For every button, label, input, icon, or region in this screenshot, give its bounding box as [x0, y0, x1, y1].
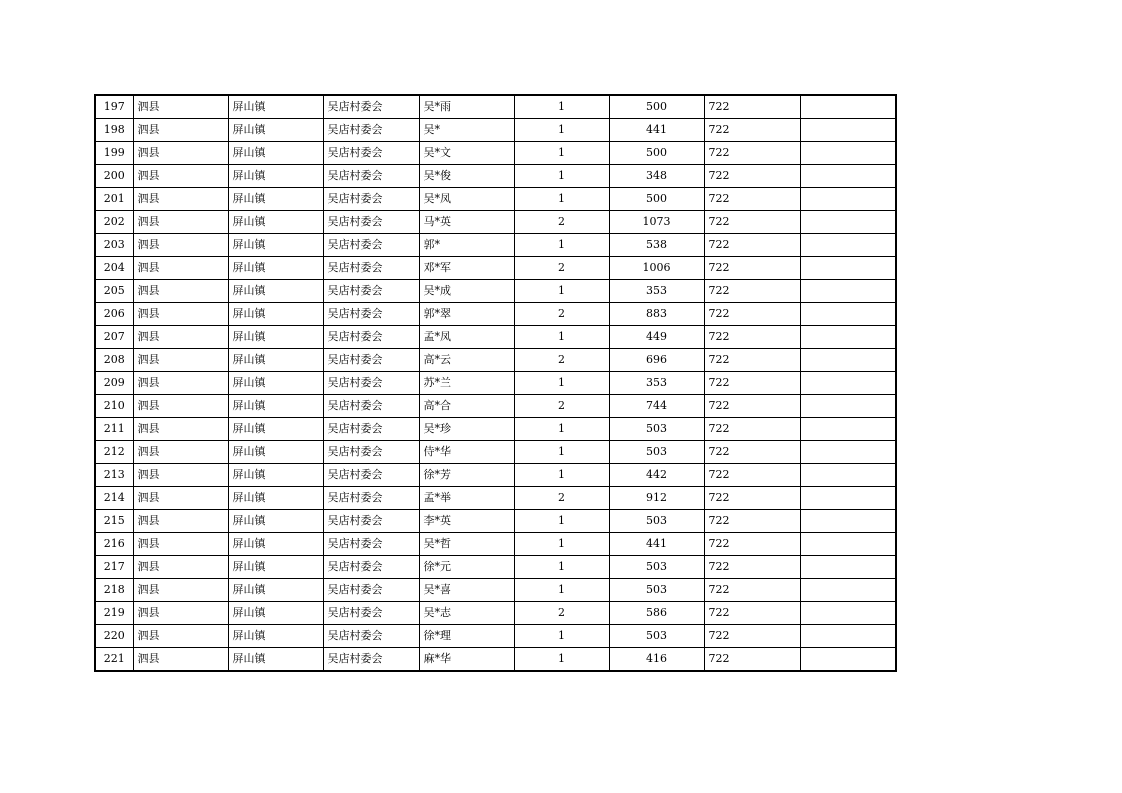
town-cell: 屏山镇 [228, 372, 323, 395]
village-cell: 吴店村委会 [323, 280, 419, 303]
county-cell: 泗县 [133, 441, 228, 464]
amount-cell: 744 [609, 395, 704, 418]
amount-cell: 353 [609, 372, 704, 395]
village-cell: 吴店村委会 [323, 579, 419, 602]
name-cell: 徐*芳 [419, 464, 514, 487]
row-number: 220 [95, 625, 133, 648]
amount-cell: 416 [609, 648, 704, 672]
row-number: 219 [95, 602, 133, 625]
village-cell: 吴店村委会 [323, 533, 419, 556]
name-cell: 吴*文 [419, 142, 514, 165]
amount-cell: 500 [609, 188, 704, 211]
town-cell: 屏山镇 [228, 533, 323, 556]
county-cell: 泗县 [133, 119, 228, 142]
name-cell: 郭* [419, 234, 514, 257]
village-cell: 吴店村委会 [323, 418, 419, 441]
row-number: 209 [95, 372, 133, 395]
blank-cell [800, 464, 896, 487]
town-cell: 屏山镇 [228, 165, 323, 188]
county-cell: 泗县 [133, 188, 228, 211]
blank-cell [800, 188, 896, 211]
code-cell: 722 [704, 579, 800, 602]
table-row [95, 142, 896, 165]
village-cell: 吴店村委会 [323, 326, 419, 349]
household-count-cell: 2 [514, 395, 609, 418]
household-count-cell: 1 [514, 533, 609, 556]
blank-cell [800, 510, 896, 533]
row-number: 207 [95, 326, 133, 349]
town-cell: 屏山镇 [228, 188, 323, 211]
blank-cell [800, 487, 896, 510]
village-cell: 吴店村委会 [323, 372, 419, 395]
name-cell: 徐*元 [419, 556, 514, 579]
row-number: 221 [95, 648, 133, 672]
code-cell: 722 [704, 487, 800, 510]
table-row [95, 625, 896, 648]
household-count-cell: 1 [514, 280, 609, 303]
village-cell: 吴店村委会 [323, 211, 419, 234]
blank-cell [800, 303, 896, 326]
amount-cell: 586 [609, 602, 704, 625]
code-cell: 722 [704, 142, 800, 165]
blank-cell [800, 441, 896, 464]
amount-cell: 441 [609, 533, 704, 556]
amount-cell: 348 [609, 165, 704, 188]
name-cell: 吴*喜 [419, 579, 514, 602]
county-cell: 泗县 [133, 349, 228, 372]
amount-cell: 503 [609, 510, 704, 533]
table-row [95, 418, 896, 441]
blank-cell [800, 395, 896, 418]
row-number: 200 [95, 165, 133, 188]
code-cell: 722 [704, 95, 800, 119]
town-cell: 屏山镇 [228, 349, 323, 372]
household-count-cell: 1 [514, 188, 609, 211]
name-cell: 侍*华 [419, 441, 514, 464]
town-cell: 屏山镇 [228, 556, 323, 579]
town-cell: 屏山镇 [228, 510, 323, 533]
household-count-cell: 1 [514, 372, 609, 395]
code-cell: 722 [704, 303, 800, 326]
blank-cell [800, 533, 896, 556]
table-row [95, 372, 896, 395]
amount-cell: 883 [609, 303, 704, 326]
amount-cell: 353 [609, 280, 704, 303]
county-cell: 泗县 [133, 510, 228, 533]
table-row [95, 464, 896, 487]
household-count-cell: 1 [514, 418, 609, 441]
table-row [95, 303, 896, 326]
village-cell: 吴店村委会 [323, 188, 419, 211]
row-number: 216 [95, 533, 133, 556]
county-cell: 泗县 [133, 372, 228, 395]
name-cell: 邓*军 [419, 257, 514, 280]
household-count-cell: 1 [514, 556, 609, 579]
code-cell: 722 [704, 349, 800, 372]
row-number: 206 [95, 303, 133, 326]
village-cell: 吴店村委会 [323, 648, 419, 672]
blank-cell [800, 142, 896, 165]
household-count-cell: 1 [514, 326, 609, 349]
name-cell: 李*英 [419, 510, 514, 533]
name-cell: 吴*成 [419, 280, 514, 303]
row-number: 201 [95, 188, 133, 211]
blank-cell [800, 280, 896, 303]
household-count-cell: 1 [514, 119, 609, 142]
amount-cell: 442 [609, 464, 704, 487]
blank-cell [800, 326, 896, 349]
name-cell: 高*云 [419, 349, 514, 372]
row-number: 204 [95, 257, 133, 280]
household-count-cell: 2 [514, 211, 609, 234]
table-row [95, 257, 896, 280]
code-cell: 722 [704, 372, 800, 395]
household-count-cell: 1 [514, 142, 609, 165]
village-cell: 吴店村委会 [323, 257, 419, 280]
table-row [95, 579, 896, 602]
county-cell: 泗县 [133, 211, 228, 234]
table-row [95, 395, 896, 418]
county-cell: 泗县 [133, 303, 228, 326]
row-number: 212 [95, 441, 133, 464]
name-cell: 吴* [419, 119, 514, 142]
town-cell: 屏山镇 [228, 326, 323, 349]
blank-cell [800, 625, 896, 648]
row-number: 213 [95, 464, 133, 487]
blank-cell [800, 257, 896, 280]
town-cell: 屏山镇 [228, 441, 323, 464]
code-cell: 722 [704, 533, 800, 556]
name-cell: 高*合 [419, 395, 514, 418]
blank-cell [800, 372, 896, 395]
row-number: 210 [95, 395, 133, 418]
amount-cell: 503 [609, 441, 704, 464]
name-cell: 吴*雨 [419, 95, 514, 119]
table-row [95, 648, 896, 672]
household-count-cell: 2 [514, 487, 609, 510]
county-cell: 泗县 [133, 464, 228, 487]
town-cell: 屏山镇 [228, 280, 323, 303]
code-cell: 722 [704, 648, 800, 672]
data-table [94, 94, 897, 672]
village-cell: 吴店村委会 [323, 95, 419, 119]
amount-cell: 1006 [609, 257, 704, 280]
name-cell: 孟*凤 [419, 326, 514, 349]
table-row [95, 119, 896, 142]
village-cell: 吴店村委会 [323, 119, 419, 142]
household-count-cell: 2 [514, 303, 609, 326]
amount-cell: 503 [609, 579, 704, 602]
blank-cell [800, 418, 896, 441]
table-body [95, 95, 896, 671]
code-cell: 722 [704, 441, 800, 464]
name-cell: 马*英 [419, 211, 514, 234]
village-cell: 吴店村委会 [323, 142, 419, 165]
blank-cell [800, 579, 896, 602]
county-cell: 泗县 [133, 257, 228, 280]
row-number: 197 [95, 95, 133, 119]
county-cell: 泗县 [133, 625, 228, 648]
table-row [95, 188, 896, 211]
table-row [95, 280, 896, 303]
table-row [95, 487, 896, 510]
table-row [95, 165, 896, 188]
household-count-cell: 1 [514, 165, 609, 188]
name-cell: 吴*凤 [419, 188, 514, 211]
code-cell: 722 [704, 188, 800, 211]
town-cell: 屏山镇 [228, 648, 323, 672]
table-row [95, 602, 896, 625]
row-number: 211 [95, 418, 133, 441]
town-cell: 屏山镇 [228, 303, 323, 326]
town-cell: 屏山镇 [228, 464, 323, 487]
code-cell: 722 [704, 326, 800, 349]
amount-cell: 500 [609, 95, 704, 119]
household-count-cell: 1 [514, 625, 609, 648]
county-cell: 泗县 [133, 418, 228, 441]
blank-cell [800, 349, 896, 372]
town-cell: 屏山镇 [228, 95, 323, 119]
amount-cell: 503 [609, 418, 704, 441]
county-cell: 泗县 [133, 648, 228, 672]
village-cell: 吴店村委会 [323, 625, 419, 648]
village-cell: 吴店村委会 [323, 441, 419, 464]
row-number: 199 [95, 142, 133, 165]
town-cell: 屏山镇 [228, 119, 323, 142]
village-cell: 吴店村委会 [323, 349, 419, 372]
blank-cell [800, 234, 896, 257]
row-number: 218 [95, 579, 133, 602]
amount-cell: 538 [609, 234, 704, 257]
household-count-cell: 1 [514, 234, 609, 257]
code-cell: 722 [704, 257, 800, 280]
name-cell: 吴*哲 [419, 533, 514, 556]
code-cell: 722 [704, 211, 800, 234]
county-cell: 泗县 [133, 95, 228, 119]
household-count-cell: 2 [514, 257, 609, 280]
county-cell: 泗县 [133, 165, 228, 188]
code-cell: 722 [704, 280, 800, 303]
name-cell: 孟*举 [419, 487, 514, 510]
blank-cell [800, 556, 896, 579]
amount-cell: 441 [609, 119, 704, 142]
town-cell: 屏山镇 [228, 418, 323, 441]
blank-cell [800, 211, 896, 234]
household-count-cell: 2 [514, 602, 609, 625]
village-cell: 吴店村委会 [323, 464, 419, 487]
table-row [95, 95, 896, 119]
table-row [95, 533, 896, 556]
blank-cell [800, 648, 896, 672]
town-cell: 屏山镇 [228, 257, 323, 280]
town-cell: 屏山镇 [228, 234, 323, 257]
code-cell: 722 [704, 602, 800, 625]
code-cell: 722 [704, 464, 800, 487]
county-cell: 泗县 [133, 280, 228, 303]
village-cell: 吴店村委会 [323, 303, 419, 326]
row-number: 205 [95, 280, 133, 303]
name-cell: 郭*翠 [419, 303, 514, 326]
village-cell: 吴店村委会 [323, 602, 419, 625]
village-cell: 吴店村委会 [323, 556, 419, 579]
household-count-cell: 1 [514, 579, 609, 602]
table-row [95, 211, 896, 234]
name-cell: 徐*理 [419, 625, 514, 648]
table-row [95, 556, 896, 579]
row-number: 202 [95, 211, 133, 234]
blank-cell [800, 602, 896, 625]
amount-cell: 503 [609, 625, 704, 648]
table-row [95, 441, 896, 464]
town-cell: 屏山镇 [228, 625, 323, 648]
town-cell: 屏山镇 [228, 142, 323, 165]
town-cell: 屏山镇 [228, 602, 323, 625]
town-cell: 屏山镇 [228, 487, 323, 510]
amount-cell: 1073 [609, 211, 704, 234]
row-number: 198 [95, 119, 133, 142]
household-count-cell: 1 [514, 648, 609, 672]
name-cell: 苏*兰 [419, 372, 514, 395]
code-cell: 722 [704, 625, 800, 648]
county-cell: 泗县 [133, 579, 228, 602]
amount-cell: 449 [609, 326, 704, 349]
town-cell: 屏山镇 [228, 211, 323, 234]
county-cell: 泗县 [133, 395, 228, 418]
household-count-cell: 1 [514, 441, 609, 464]
code-cell: 722 [704, 395, 800, 418]
town-cell: 屏山镇 [228, 579, 323, 602]
name-cell: 吴*珍 [419, 418, 514, 441]
name-cell: 麻*华 [419, 648, 514, 672]
village-cell: 吴店村委会 [323, 487, 419, 510]
household-count-cell: 2 [514, 349, 609, 372]
household-count-cell: 1 [514, 95, 609, 119]
amount-cell: 500 [609, 142, 704, 165]
village-cell: 吴店村委会 [323, 395, 419, 418]
row-number: 203 [95, 234, 133, 257]
county-cell: 泗县 [133, 602, 228, 625]
blank-cell [800, 95, 896, 119]
county-cell: 泗县 [133, 487, 228, 510]
code-cell: 722 [704, 165, 800, 188]
row-number: 214 [95, 487, 133, 510]
row-number: 215 [95, 510, 133, 533]
code-cell: 722 [704, 119, 800, 142]
table-row [95, 510, 896, 533]
town-cell: 屏山镇 [228, 395, 323, 418]
village-cell: 吴店村委会 [323, 510, 419, 533]
household-count-cell: 1 [514, 464, 609, 487]
county-cell: 泗县 [133, 142, 228, 165]
county-cell: 泗县 [133, 234, 228, 257]
row-number: 217 [95, 556, 133, 579]
table-row [95, 234, 896, 257]
amount-cell: 912 [609, 487, 704, 510]
code-cell: 722 [704, 556, 800, 579]
table-row [95, 349, 896, 372]
household-count-cell: 1 [514, 510, 609, 533]
amount-cell: 696 [609, 349, 704, 372]
village-cell: 吴店村委会 [323, 165, 419, 188]
name-cell: 吴*志 [419, 602, 514, 625]
table-row [95, 326, 896, 349]
row-number: 208 [95, 349, 133, 372]
code-cell: 722 [704, 510, 800, 533]
county-cell: 泗县 [133, 326, 228, 349]
village-cell: 吴店村委会 [323, 234, 419, 257]
amount-cell: 503 [609, 556, 704, 579]
blank-cell [800, 165, 896, 188]
name-cell: 吴*俊 [419, 165, 514, 188]
code-cell: 722 [704, 234, 800, 257]
code-cell: 722 [704, 418, 800, 441]
county-cell: 泗县 [133, 556, 228, 579]
blank-cell [800, 119, 896, 142]
county-cell: 泗县 [133, 533, 228, 556]
